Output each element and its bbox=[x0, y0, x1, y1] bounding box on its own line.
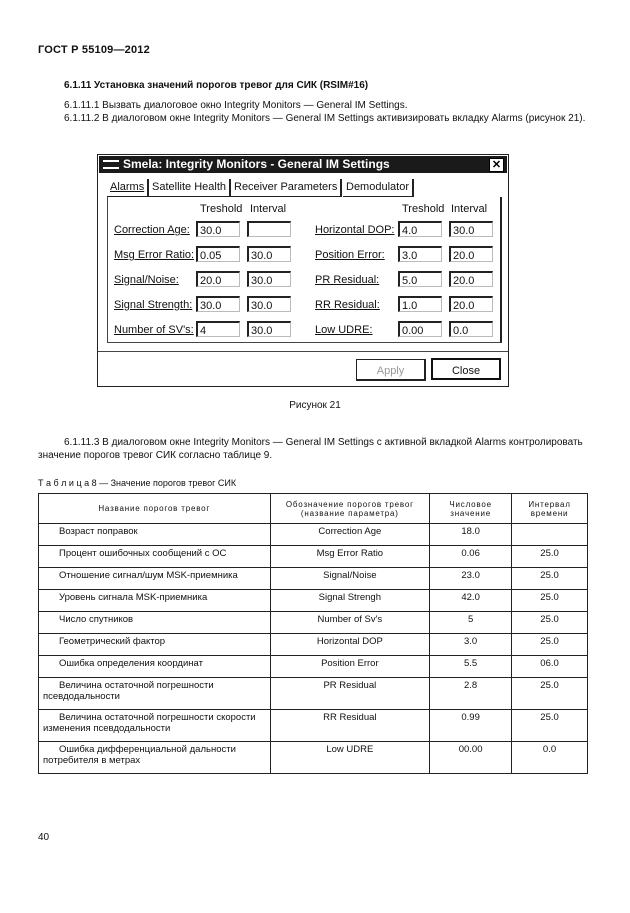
close-icon[interactable]: ✕ bbox=[489, 158, 504, 172]
cell-name: Ошибка определения координат bbox=[39, 656, 271, 678]
cell-designation: RR Residual bbox=[270, 710, 430, 742]
cell-name: Величина остаточной погрешности скорости изменения псевдодальности bbox=[39, 710, 271, 742]
msg-error-ratio-label: Msg Error Ratio: bbox=[114, 249, 195, 261]
window-menu-icon[interactable] bbox=[103, 160, 119, 169]
tab-receiver-parameters[interactable]: Receiver Parameters bbox=[231, 179, 342, 197]
page-number: 40 bbox=[38, 832, 50, 843]
low-udre-interval-input[interactable]: 0.0 bbox=[449, 321, 493, 337]
correction-age-interval-input[interactable] bbox=[247, 221, 291, 237]
signal-noise-label: Signal/Noise: bbox=[114, 274, 179, 286]
paragraph-step-3: 6.1.11.3 В диалоговом окне Integrity Monitors — General IM Settings с активной вкладкой Alarms контролировать значение порогов тревог СИК согласно таблице 9. bbox=[38, 437, 583, 461]
table-row bbox=[39, 678, 588, 710]
signal-strength-threshold-input[interactable]: 30.0 bbox=[196, 296, 240, 312]
cell-designation: Msg Error Ratio bbox=[270, 546, 430, 568]
cell-value: 00.00 bbox=[430, 742, 512, 774]
number-of-svs-interval-input[interactable]: 30.0 bbox=[247, 321, 291, 337]
tab-demodulator[interactable]: Demodulator bbox=[343, 179, 414, 197]
cell-designation: Signal/Noise bbox=[270, 568, 430, 590]
dialog-titlebar[interactable] bbox=[99, 156, 507, 173]
cell-interval bbox=[512, 524, 588, 546]
table-row bbox=[39, 742, 588, 774]
signal-strength-label: Signal Strength: bbox=[114, 299, 193, 311]
cell-interval: 25.0 bbox=[512, 710, 588, 742]
cell-value: 0.99 bbox=[430, 710, 512, 742]
apply-button[interactable]: Apply bbox=[356, 359, 426, 381]
cell-designation: Signal Strengh bbox=[270, 590, 430, 612]
table-row bbox=[39, 568, 588, 590]
cell-value: 0.06 bbox=[430, 546, 512, 568]
rr-residual-label: RR Residual: bbox=[315, 299, 380, 311]
table-row bbox=[39, 656, 588, 678]
horizontal-dop-label: Horizontal DOP: bbox=[315, 224, 395, 236]
right-threshold-header: Treshold bbox=[402, 203, 445, 215]
table-row bbox=[39, 546, 588, 568]
dialog-title: Smela: Integrity Monitors - General IM Settings bbox=[123, 157, 390, 171]
left-threshold-header: Treshold bbox=[200, 203, 243, 215]
msg-error-ratio-interval-input[interactable]: 30.0 bbox=[247, 246, 291, 262]
alarms-panel bbox=[107, 197, 502, 343]
cell-value: 18.0 bbox=[430, 524, 512, 546]
cell-value: 2.8 bbox=[430, 678, 512, 710]
correction-age-label: Correction Age: bbox=[114, 224, 190, 236]
figure-caption: Рисунок 21 bbox=[289, 400, 341, 411]
cell-name: Отношение сигнал/шум MSK-приемника bbox=[39, 568, 271, 590]
close-button[interactable]: Close bbox=[431, 358, 501, 380]
cell-designation: Position Error bbox=[270, 656, 430, 678]
section-title: 6.1.11 Установка значений порогов тревог для СИК (RSIM#16) bbox=[64, 80, 369, 91]
cell-value: 23.0 bbox=[430, 568, 512, 590]
cell-value: 42.0 bbox=[430, 590, 512, 612]
cell-designation: Low UDRE bbox=[270, 742, 430, 774]
cell-name: Процент ошибочных сообщений с ОС bbox=[39, 546, 271, 568]
alarm-thresholds-table bbox=[38, 493, 588, 774]
number-of-svs-threshold-input[interactable]: 4 bbox=[196, 321, 240, 337]
cell-value: 5.5 bbox=[430, 656, 512, 678]
paragraph-step-1: 6.1.11.1 Вызвать диалоговое окно Integrity Monitors — General IM Settings. bbox=[64, 100, 408, 111]
cell-name: Уровень сигнала MSK-приемника bbox=[39, 590, 271, 612]
cell-interval: 25.0 bbox=[512, 612, 588, 634]
cell-value: 5 bbox=[430, 612, 512, 634]
cell-interval: 06.0 bbox=[512, 656, 588, 678]
position-error-interval-input[interactable]: 20.0 bbox=[449, 246, 493, 262]
position-error-threshold-input[interactable]: 3.0 bbox=[398, 246, 442, 262]
table-row bbox=[39, 634, 588, 656]
cell-name: Число спутников bbox=[39, 612, 271, 634]
col-header-value: Числовое значение bbox=[430, 494, 512, 524]
cell-interval: 25.0 bbox=[512, 590, 588, 612]
table-row bbox=[39, 612, 588, 634]
position-error-label: Position Error: bbox=[315, 249, 385, 261]
cell-name: Возраст поправок bbox=[39, 524, 271, 546]
low-udre-threshold-input[interactable]: 0.00 bbox=[398, 321, 442, 337]
pr-residual-label: PR Residual: bbox=[315, 274, 380, 286]
cell-designation: PR Residual bbox=[270, 678, 430, 710]
cell-interval: 25.0 bbox=[512, 546, 588, 568]
paragraph-step-2: 6.1.11.2 В диалоговом окне Integrity Monitors — General IM Settings активизировать вкладку Alarms (рисунок 21). bbox=[64, 113, 586, 124]
signal-strength-interval-input[interactable]: 30.0 bbox=[247, 296, 291, 312]
horizontal-dop-interval-input[interactable]: 30.0 bbox=[449, 221, 493, 237]
tab-alarms[interactable]: Alarms bbox=[107, 179, 149, 197]
table-row bbox=[39, 710, 588, 742]
pr-residual-interval-input[interactable]: 20.0 bbox=[449, 271, 493, 287]
integrity-monitors-dialog bbox=[97, 154, 509, 387]
cell-name: Величина остаточной погрешности псевдодальности bbox=[39, 678, 271, 710]
table-row bbox=[39, 590, 588, 612]
tab-satellite-health[interactable]: Satellite Health bbox=[149, 179, 231, 197]
cell-interval: 25.0 bbox=[512, 678, 588, 710]
horizontal-dop-threshold-input[interactable]: 4.0 bbox=[398, 221, 442, 237]
col-header-name: Название порогов тревог bbox=[39, 494, 271, 524]
dialog-bottom-divider bbox=[98, 351, 508, 352]
table-row bbox=[39, 524, 588, 546]
cell-designation: Horizontal DOP bbox=[270, 634, 430, 656]
low-udre-label: Low UDRE: bbox=[315, 324, 373, 336]
pr-residual-threshold-input[interactable]: 5.0 bbox=[398, 271, 442, 287]
cell-interval: 25.0 bbox=[512, 568, 588, 590]
cell-designation: Correction Age bbox=[270, 524, 430, 546]
cell-designation: Number of Sv's bbox=[270, 612, 430, 634]
cell-name: Ошибка дифференциальной дальности потребителя в метрах bbox=[39, 742, 271, 774]
msg-error-ratio-threshold-input[interactable]: 0.05 bbox=[196, 246, 240, 262]
rr-residual-threshold-input[interactable]: 1.0 bbox=[398, 296, 442, 312]
cell-name: Геометрический фактор bbox=[39, 634, 271, 656]
rr-residual-interval-input[interactable]: 20.0 bbox=[449, 296, 493, 312]
left-interval-header: Interval bbox=[250, 203, 287, 215]
right-interval-header: Interval bbox=[451, 203, 488, 215]
cell-interval: 25.0 bbox=[512, 634, 588, 656]
cell-interval: 0.0 bbox=[512, 742, 588, 774]
cell-value: 3.0 bbox=[430, 634, 512, 656]
document-header: ГОСТ Р 55109—2012 bbox=[38, 44, 150, 56]
signal-noise-interval-input[interactable]: 30.0 bbox=[247, 271, 291, 287]
signal-noise-threshold-input[interactable]: 20.0 bbox=[196, 271, 240, 287]
col-header-interval: Интервал времени bbox=[512, 494, 588, 524]
number-of-svs-label: Number of SV's: bbox=[114, 324, 194, 336]
correction-age-threshold-input[interactable]: 30.0 bbox=[196, 221, 240, 237]
table-caption: Т а б л и ц а 8 — Значение порогов тревог СИК bbox=[38, 478, 237, 488]
col-header-designation: Обозначение порогов тревог (название параметра) bbox=[270, 494, 430, 524]
